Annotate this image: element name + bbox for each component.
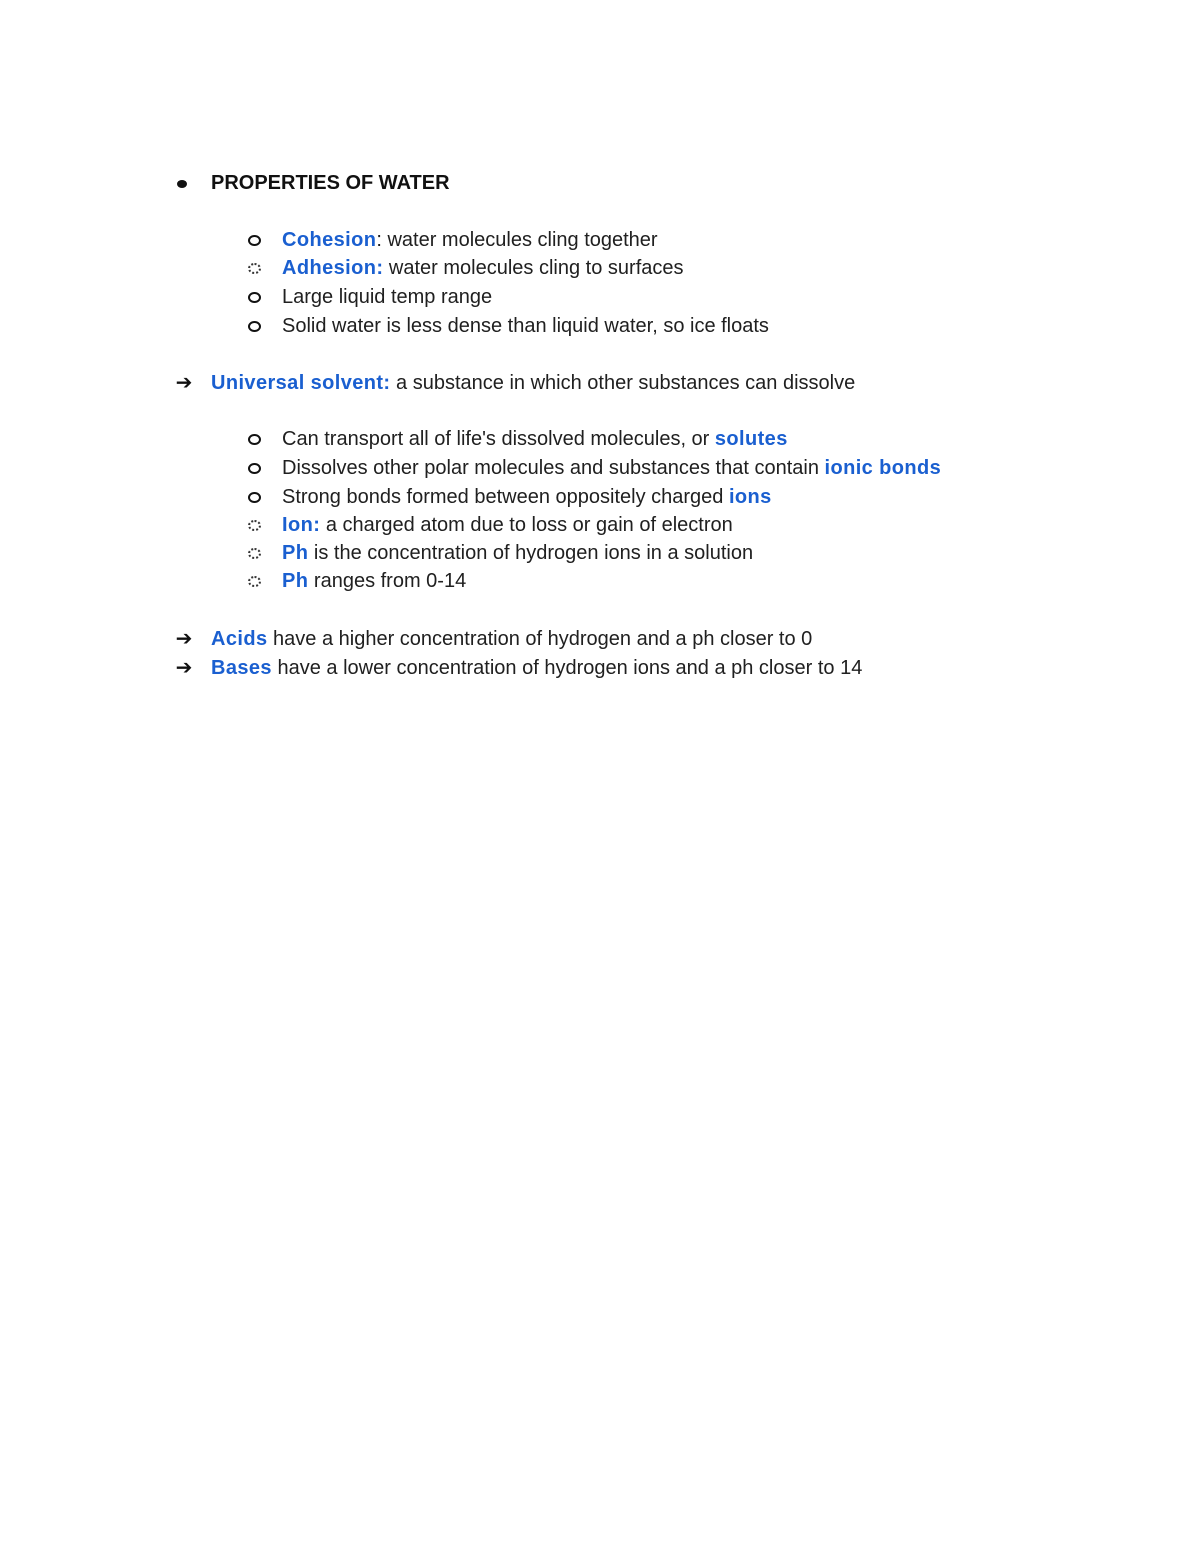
bullet-circle-icon xyxy=(244,226,264,254)
item-text: : water molecules cling together xyxy=(376,229,658,251)
arrow-right-icon: ➔ xyxy=(175,657,193,679)
item-text: Solid water is less dense than liquid water, so ice floats xyxy=(282,315,769,337)
item-text: Can transport all of life's dissolved molecules, or xyxy=(282,428,715,450)
keyword: Bases xyxy=(211,657,272,679)
keyword: Ph xyxy=(282,570,309,592)
item-text: a charged atom due to loss or gain of electron xyxy=(320,514,733,536)
bullet-circle-icon xyxy=(244,312,264,340)
bullet-dotted-circle-icon xyxy=(244,567,264,595)
keyword: Ion: xyxy=(282,514,321,536)
bullet-disc-icon xyxy=(172,169,192,197)
keyword: Universal solvent: xyxy=(211,372,391,394)
bullet-circle-icon xyxy=(244,483,264,511)
keyword: Ph xyxy=(282,542,309,564)
bullet-dotted-circle-icon xyxy=(244,254,264,282)
keyword: Acids xyxy=(211,628,268,650)
bullet-circle-icon xyxy=(244,283,264,311)
arrow-right-icon: ➔ xyxy=(175,372,193,394)
item-text: is the concentration of hydrogen ions in a solution xyxy=(308,542,754,564)
item-text: have a lower concentration of hydrogen ions and a ph closer to 14 xyxy=(271,657,863,679)
item-text: have a higher concentration of hydrogen and a ph closer to 0 xyxy=(267,628,813,650)
bullet-circle-icon xyxy=(244,454,264,482)
item-text: a substance in which other substances can dissolve xyxy=(390,372,856,394)
keyword: Cohesion xyxy=(282,229,377,251)
item-text: water molecules cling to surfaces xyxy=(383,257,684,279)
item-text: ranges from 0-14 xyxy=(308,570,467,592)
keyword: solutes xyxy=(714,428,788,450)
keyword: ions xyxy=(728,486,772,508)
arrow-right-icon: ➔ xyxy=(175,628,193,650)
item-text: Dissolves other polar molecules and substances that contain xyxy=(282,457,825,479)
bullet-dotted-circle-icon xyxy=(244,539,264,567)
bullet-circle-icon xyxy=(244,425,264,453)
keyword: ionic bonds xyxy=(824,457,942,479)
item-text: Large liquid temp range xyxy=(282,286,493,308)
section-heading: PROPERTIES OF WATER xyxy=(211,172,450,194)
keyword: Adhesion: xyxy=(282,257,384,279)
item-text: Strong bonds formed between oppositely charged xyxy=(282,486,729,508)
bullet-dotted-circle-icon xyxy=(244,511,264,539)
